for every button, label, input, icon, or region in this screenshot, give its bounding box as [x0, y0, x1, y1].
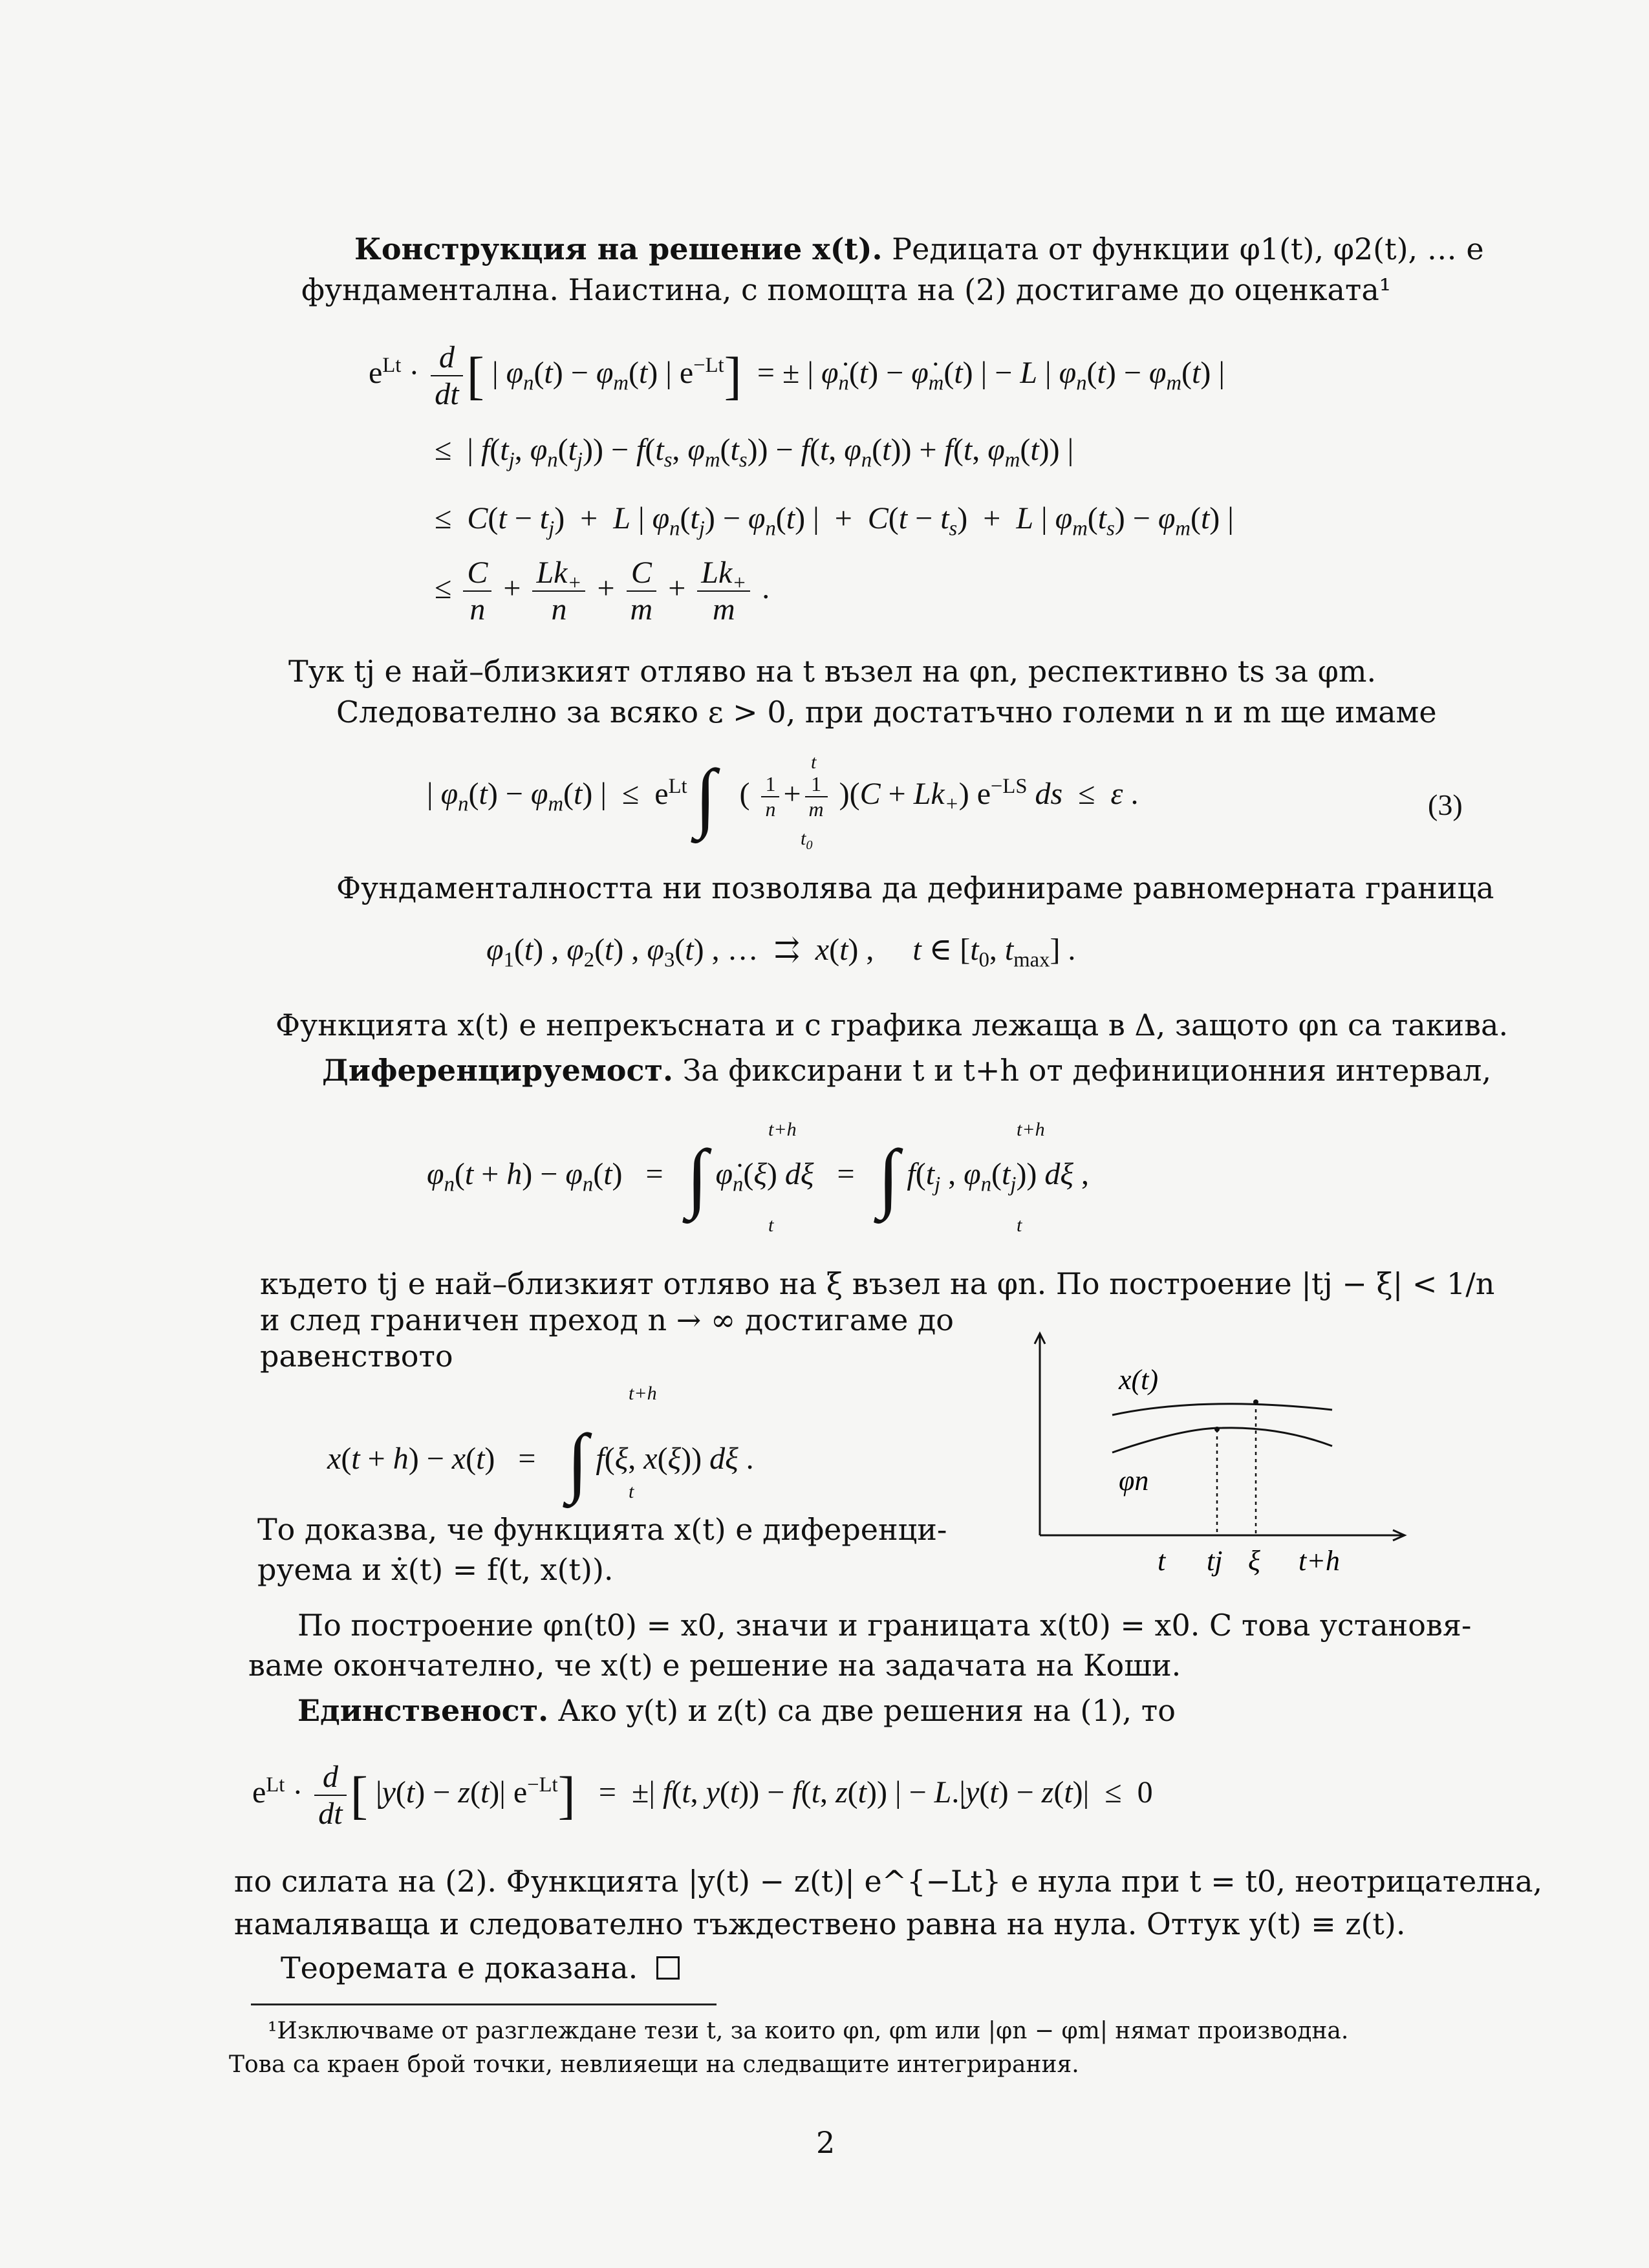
- tick-th: t+h: [1299, 1545, 1340, 1577]
- construction-text-1: Редицата от функции φ1(t), φ2(t), … е: [892, 232, 1484, 266]
- footnote-line-1: ¹Изключваме от разглеждане тези t, за които φn, φm или |φn − φm| нямат производна.: [268, 2018, 1349, 2044]
- limit-line: и след граничен преход n → ∞ достигаме до: [260, 1302, 954, 1337]
- construction-line-1: [354, 234, 1484, 264]
- diff-int1-upper: t+h: [768, 1119, 797, 1140]
- uniform-limit-eq: $\varphi_1(t)$ , $\varphi_2(t)$ , $\varphi_3(t)$ , … ⇉ x(t) , t ∈ [$t_0$, $t_{max}$] .: [486, 933, 1076, 972]
- unique-text: Ако y(t) и z(t) са две решения на (1), то: [557, 1693, 1176, 1728]
- point-phi: [1214, 1427, 1220, 1432]
- heading-construction: Конструкция на решение x(t).: [354, 232, 883, 266]
- tuk-line: Тук tj е най–близкият отляво на t възел на φn, респективно ts за φm.: [288, 654, 1377, 689]
- diff-int2-lower: t: [1017, 1215, 1022, 1236]
- limit-int-upper: t+h: [629, 1383, 657, 1404]
- unique-line: [297, 1693, 1176, 1728]
- heading-diff: Диференцируемост.: [322, 1053, 674, 1088]
- unique-after-line-1: по силата на (2). Функцията |y(t) − z(t)| e^{−Lt} е нула при t = t0, неотрицателна,: [234, 1864, 1543, 1899]
- unique-equation: $e^{Lt}$ · $\frac{d}{dt}$ [ |y(t) − z(t)| $e^{-Lt}$] = ±| f(t, y(t)) − f(t, z(t)) | − L.|y(t) − z(t)| ≤ 0: [252, 1760, 1153, 1831]
- limit-equation: x(t + h) − x(t) = ∫ f(ξ, x(ξ)) dξ .: [327, 1418, 754, 1504]
- estimate-line-2: ≤ | $f(t_j$, $\varphi_n(t_j)) - f(t_s$, $\varphi_m(t_s)) - f(t$, $\varphi_n(t)) + f(t$, $\varphi_m(t)$) |: [435, 433, 1074, 472]
- heading-unique: Единственост.: [297, 1693, 549, 1728]
- postroenie-line-1: По построение φn(t0) = x0, значи и границата x(t0) = x0. С това установя-: [297, 1608, 1472, 1643]
- page-number: 2: [816, 2125, 835, 2160]
- qed-square-icon: [656, 1956, 680, 1980]
- diff-int2-upper: t+h: [1017, 1119, 1045, 1140]
- curve-x-t: [1112, 1404, 1332, 1415]
- eq3-int-upper: t: [811, 751, 817, 773]
- footnote-line-2: Това са краен брой точки, невлияещи на следващите интегрирания.: [229, 2051, 1079, 2078]
- equation-3: | $\varphi_n(t) - \varphi_m(t)$ | ≤ $e^{Lt}$ ∫ ( $\frac{1}{n}$ + $\frac{1}{m}$ )$(C + Lk_+)$ $e^{-LS}$ ds ≤ ε .: [427, 753, 1139, 839]
- estimate-line-1: $e^{Lt}$ · $\frac{d}{dt}$ [ | $\varphi_n(t) - \varphi_m(t)$ | $e^{-Lt}$] = ± | $\varphi̇_n(t)$ − $\varphi̇_m(t)$ | − L | $\varphi_n(t) - \varphi_m(t)$ |: [369, 340, 1225, 412]
- limit-int-lower: t: [629, 1481, 634, 1502]
- theorem-done-text: Теоремата е доказана.: [281, 1950, 638, 1985]
- construction-line-2: фундаментална. Наистина, с помощта на (2) достигаме до оценката¹: [301, 272, 1392, 307]
- diff-text: За фиксирани t и t+h от дефиниционния интервал,: [682, 1053, 1492, 1088]
- eq3-int-lower: $t_0$: [801, 828, 813, 852]
- estimate-line-4: ≤ $\frac{C}{n}$ + $\frac{Lk_+}{n}$ + $\frac{C}{m}$ + $\frac{Lk_+}{m}$ .: [435, 556, 770, 627]
- curve-phi-n: [1112, 1428, 1332, 1453]
- kadeto-line: където tj е най–близкият отляво на ξ възел на φn. По построение |tj − ξ| < 1/n: [260, 1266, 1495, 1301]
- function-cont-line: Функцията x(t) е непрекъсната и с графика лежаща в Δ, защото φn са такива.: [275, 1008, 1509, 1042]
- tick-xi: ξ: [1248, 1545, 1260, 1577]
- dokazva-line-1: То доказва, че функцията x(t) е диференци-: [257, 1512, 947, 1547]
- label-x-t: x(t): [1119, 1364, 1159, 1396]
- ravenstvo-line: равенството: [260, 1339, 453, 1374]
- theorem-done-line: [281, 1950, 680, 1985]
- postroenie-line-2: ваме окончателно, че x(t) е решение на задачата на Коши.: [248, 1648, 1181, 1683]
- dokazva-line-2: руема и ẋ(t) = f(t, x(t)).: [257, 1552, 614, 1587]
- diff-equation: $\varphi_n(t + h) - \varphi_n(t)$ = ∫ $\varphi̇_n(\xi) d\xi$ = ∫ $f(t_j$ , $\varphi_n(t_j)$) dξ ,: [427, 1134, 1089, 1220]
- approximation-figure: [1028, 1331, 1429, 1590]
- eq3-number: (3): [1428, 788, 1463, 821]
- tick-tj: tj: [1207, 1545, 1223, 1577]
- unique-after-line-2: намаляваща и следователно тъждествено равна на нула. Оттук y(t) ≡ z(t).: [234, 1906, 1406, 1941]
- sledovatelno-line: Следователно за всяко ε > 0, при достатъчно големи n и m ще имаме: [336, 695, 1437, 729]
- diff-line: [322, 1053, 1492, 1088]
- fundamental-line: Фундаменталността ни позволява да дефинираме равномерната граница: [336, 870, 1494, 905]
- label-phi-n: φn: [1119, 1465, 1149, 1496]
- footnote-rule: [251, 2003, 717, 2005]
- estimate-line-3: ≤ $C(t - t_j) + L$ | $\varphi_n(t_j) - \varphi_n(t)$ | + $C(t - t_s) + L$ | $\varphi_m(t_s) - \varphi_m(t)$ |: [435, 501, 1234, 541]
- diff-int1-lower: t: [768, 1215, 774, 1236]
- point-x: [1253, 1399, 1258, 1405]
- tick-t: t: [1158, 1545, 1166, 1577]
